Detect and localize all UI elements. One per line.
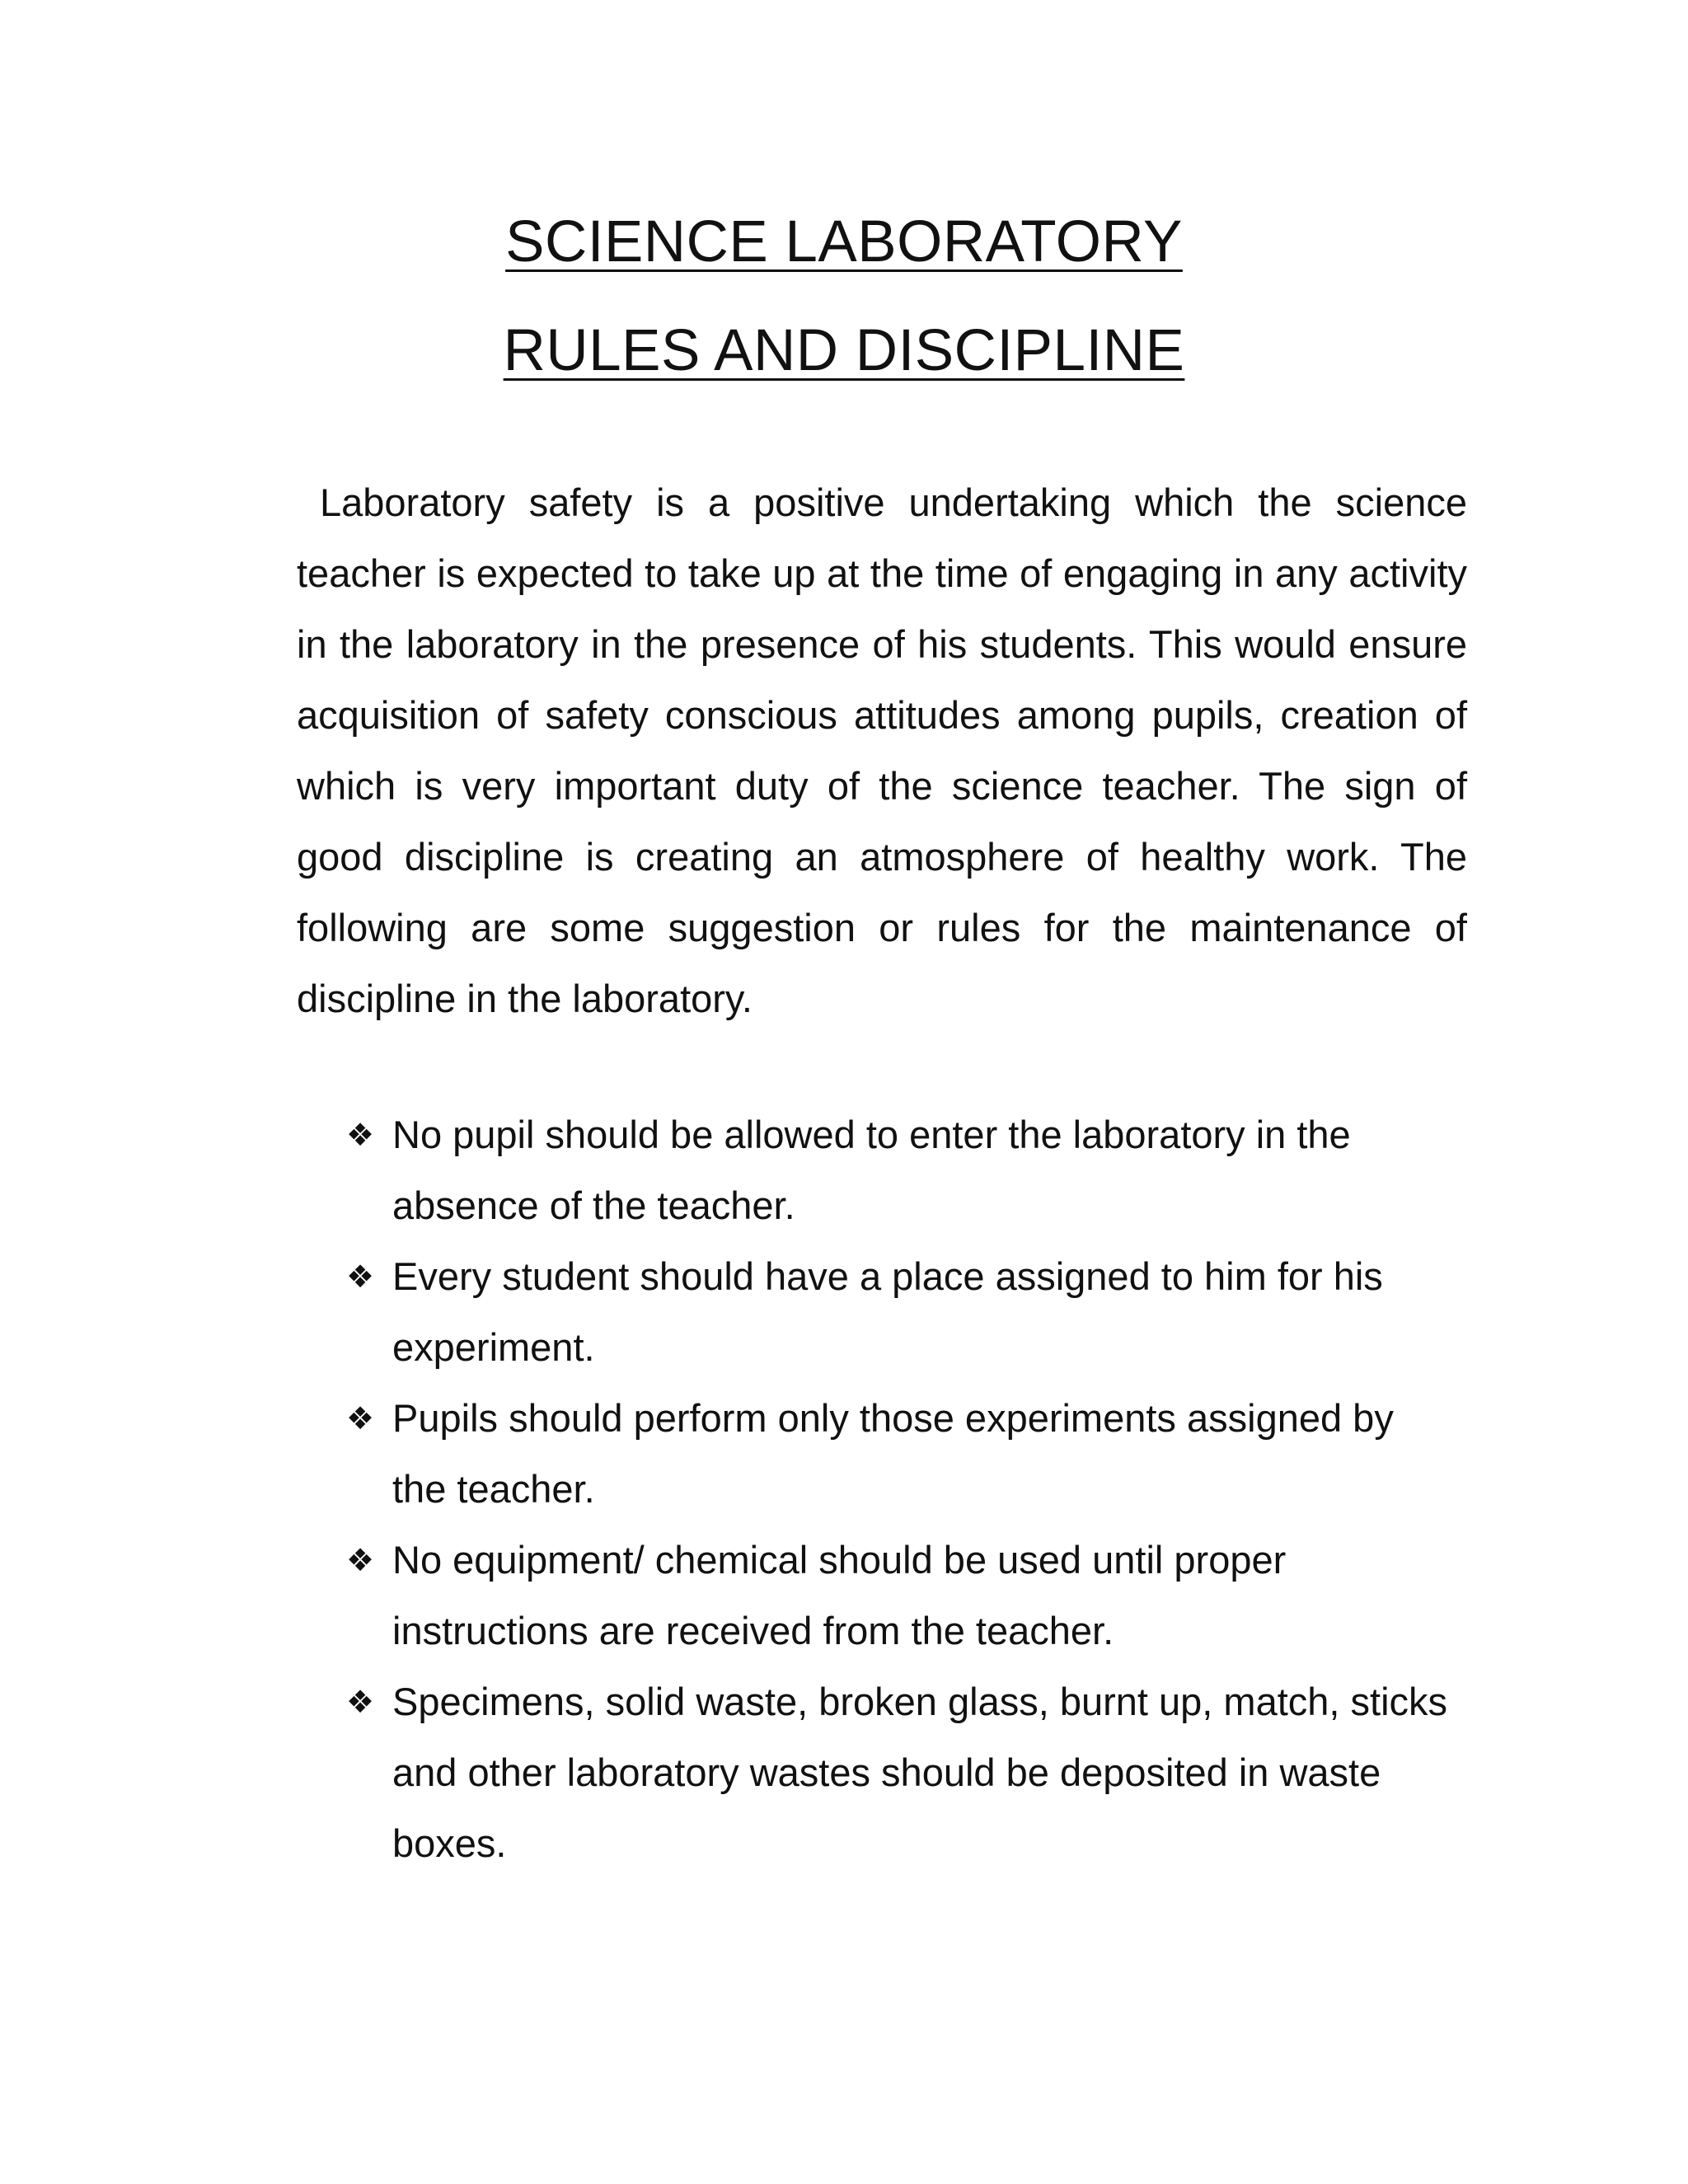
rule-text: Every student should have a place assigned to him for his experiment. [392,1254,1383,1369]
diamond-bullet-icon: ❖ [346,1117,375,1153]
diamond-bullet-icon: ❖ [346,1684,375,1720]
diamond-bullet-icon: ❖ [346,1542,375,1578]
diamond-bullet-icon: ❖ [346,1258,375,1295]
diamond-bullet-icon: ❖ [346,1400,375,1436]
page-title: SCIENCE LABORATORY [505,209,1183,274]
rule-text: No pupil should be allowed to enter the laboratory in the absence of the teacher. [392,1113,1351,1227]
intro-paragraph: Laboratory safety is a positive undertaking which the science teacher is expected to take up at the time of engaging in any activity in the laboratory in the presence of his students. This would ensure acquisition of safety conscious attitudes among pupils, creation of which is very important duty of the science teacher. The sign of good discipline is creating an atmosphere of healthy work. The following are some suggestion or rules for the maintenance of discipline in the laboratory. [297,480,1467,1020]
rule-text: Pupils should perform only those experiments assigned by the teacher. [392,1396,1394,1511]
list-item [346,1241,1451,1383]
rule-text: No equipment/ chemical should be used until proper instructions are received from the teacher. [392,1538,1287,1652]
page-subtitle: RULES AND DISCIPLINE [503,318,1185,383]
list-item [346,1383,1451,1525]
title-block [0,188,1688,405]
list-item [346,1525,1451,1666]
rules-list [346,1099,1451,1879]
list-item [346,1666,1451,1879]
list-item [346,1099,1451,1241]
rule-text: Specimens, solid waste, broken glass, burnt up, match, sticks and other laboratory wastes should be deposited in waste boxes. [392,1680,1448,1865]
